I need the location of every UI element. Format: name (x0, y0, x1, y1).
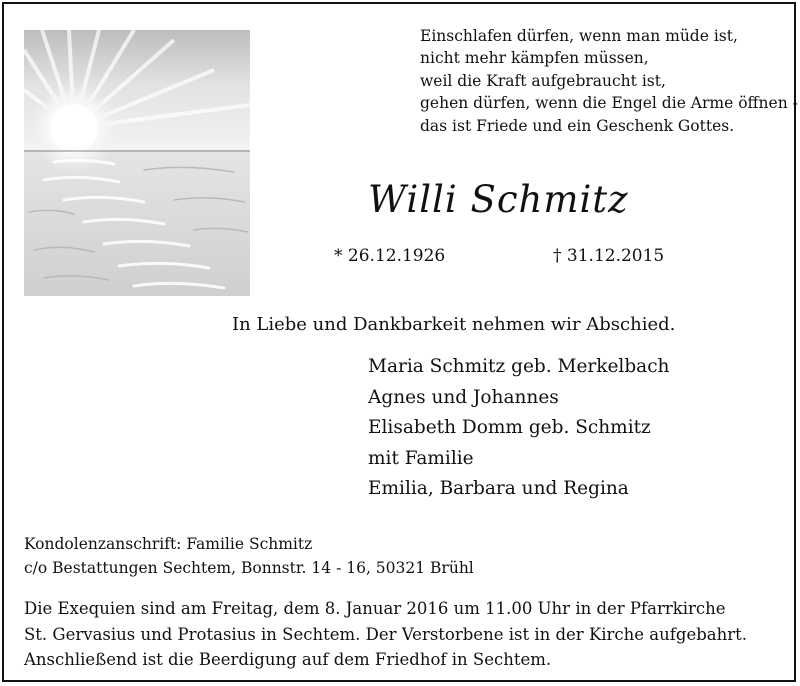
mourners-list (368, 352, 669, 505)
mourner-line: Agnes und Johannes (368, 386, 559, 408)
condolence-address (24, 533, 474, 580)
death-date: † 31.12.2015 (553, 246, 665, 266)
poem (420, 25, 798, 137)
sunset-sea-picture-icon (24, 30, 250, 296)
mourner-line: Emilia, Barbara und Regina (368, 478, 629, 499)
poem-line: weil die Kraft aufgebraucht ist, (420, 71, 666, 90)
deceased-name: Willi Schmitz (368, 178, 629, 221)
mourner-line: mit Familie (368, 447, 474, 469)
farewell-text: In Liebe und Dankbarkeit nehmen wir Abschied. (232, 314, 676, 335)
service-line: St. Gervasius und Protasius in Sechtem. Der Verstorbene ist in der Kirche aufgebahrt. (24, 624, 747, 644)
condolence-line: c/o Bestattungen Sechtem, Bonnstr. 14 - 16, 50321 Brühl (24, 558, 474, 577)
mourner-line: Maria Schmitz geb. Merkelbach (368, 356, 670, 377)
condolence-line: Kondolenzanschrift: Familie Schmitz (24, 535, 313, 553)
service-details (24, 596, 747, 673)
poem-line: gehen dürfen, wenn die Engel die Arme öffnen - (420, 94, 798, 113)
mourner-line: Elisabeth Domm geb. Schmitz (368, 417, 651, 438)
poem-line: das ist Friede und ein Geschenk Gottes. (420, 116, 735, 135)
poem-line: Einschlafen dürfen, wenn man müde ist, (420, 27, 738, 45)
poem-line: nicht mehr kämpfen müssen, (420, 49, 649, 68)
service-line: Die Exequien sind am Freitag, dem 8. Januar 2016 um 11.00 Uhr in der Pfarrkirche (24, 599, 726, 618)
birth-date: * 26.12.1926 (334, 246, 446, 266)
service-line: Anschließend ist die Beerdigung auf dem Friedhof in Sechtem. (24, 650, 552, 669)
